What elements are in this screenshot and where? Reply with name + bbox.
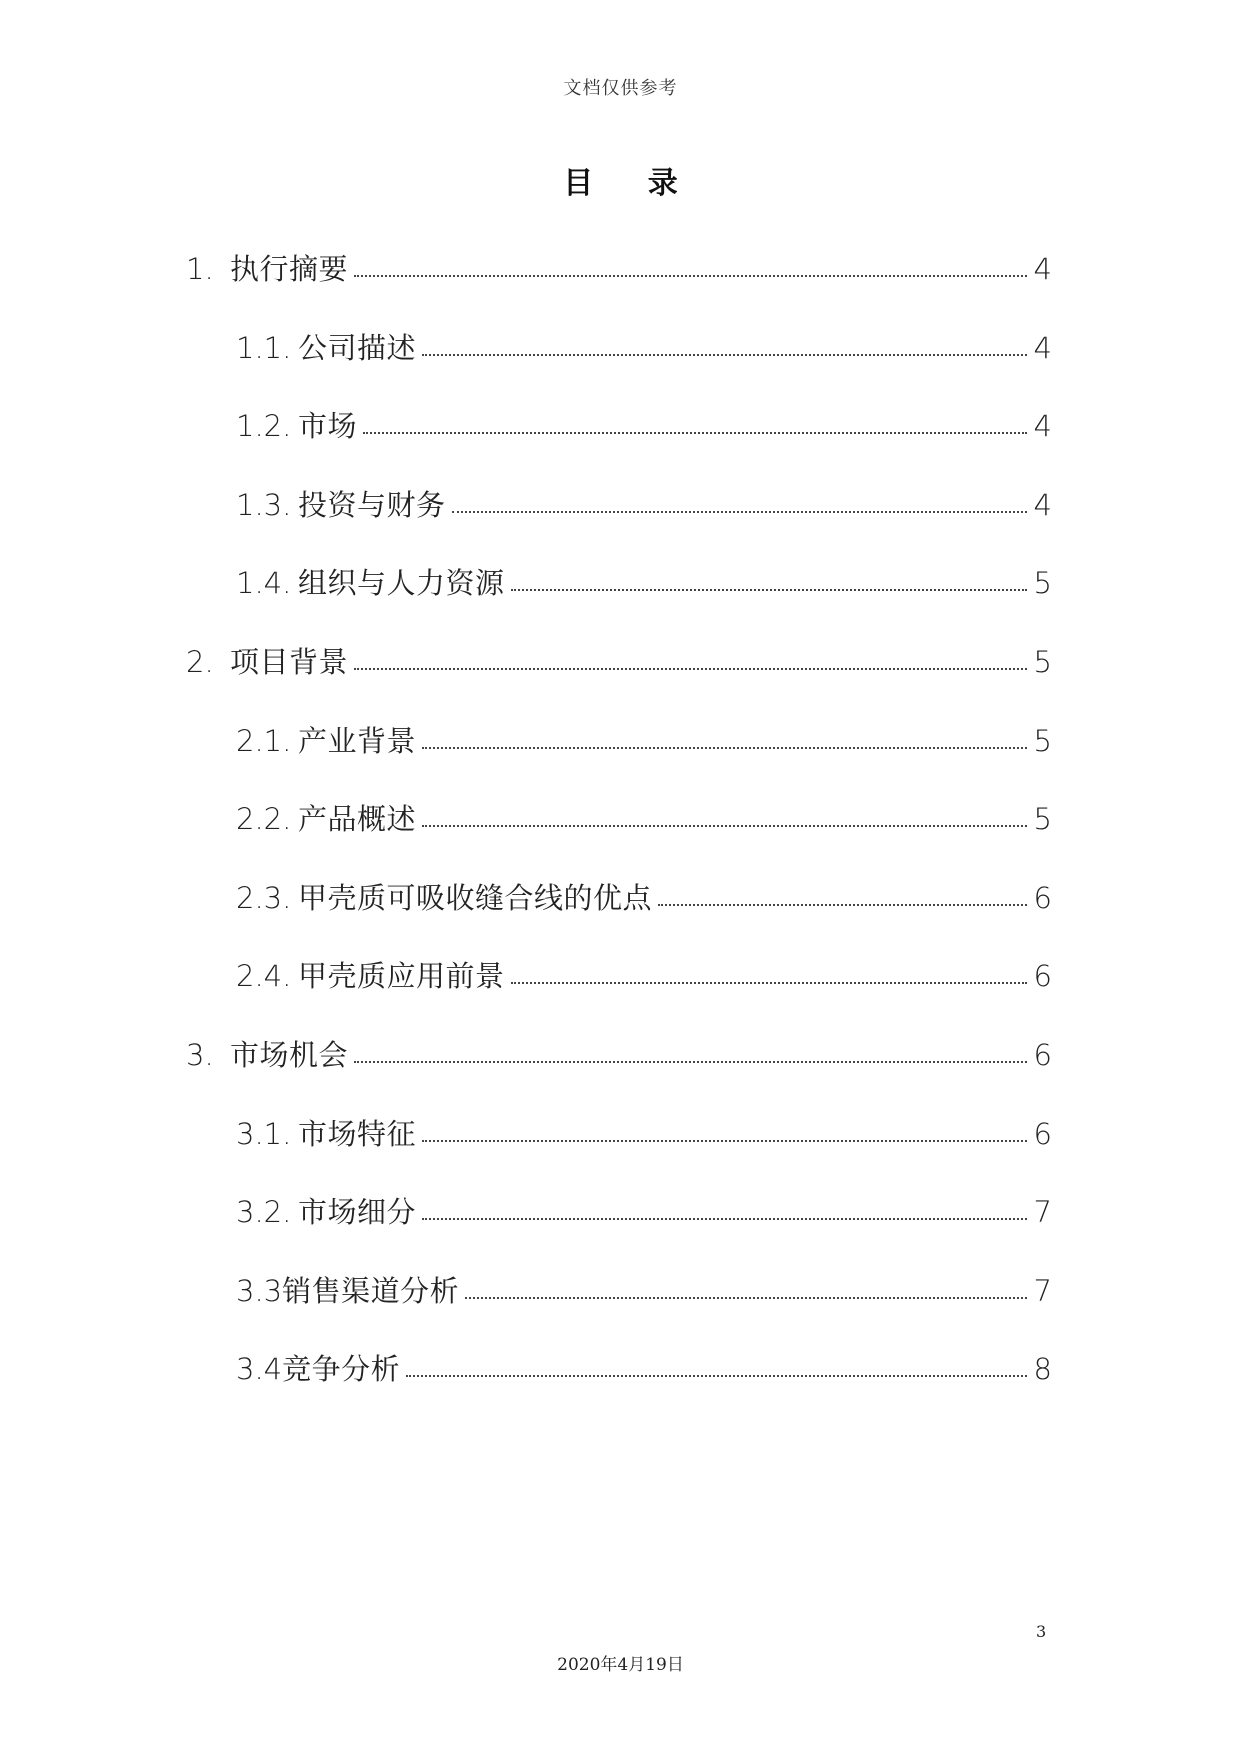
toc-entry-page: 6 (1033, 881, 1052, 915)
toc-dot-leader (422, 825, 1027, 827)
toc-entry-label: 产业背景 (298, 724, 417, 758)
toc-entry[interactable] (0, 712, 1241, 756)
toc-dot-leader (354, 668, 1027, 670)
toc-entry[interactable] (0, 240, 1241, 284)
toc-entry[interactable] (0, 1026, 1241, 1070)
toc-entry[interactable] (0, 1183, 1241, 1227)
toc-entry-label: 投资与财务 (298, 488, 446, 522)
toc-entry[interactable] (0, 869, 1241, 913)
toc-entry-number: 1.1. (236, 331, 292, 365)
toc-entry[interactable] (0, 790, 1241, 834)
toc-entry-label: 市场特征 (298, 1117, 417, 1151)
toc-entry-page: 6 (1033, 1038, 1052, 1072)
toc-entry-number: 2.1. (236, 724, 292, 758)
toc-entry[interactable] (0, 554, 1241, 598)
toc-dot-leader (354, 1061, 1027, 1063)
toc-dot-leader (452, 511, 1027, 513)
toc-dot-leader (354, 275, 1027, 277)
toc-dot-leader (422, 1218, 1027, 1220)
toc-entry-page: 5 (1033, 802, 1052, 836)
toc-dot-leader (422, 1140, 1027, 1142)
toc-entry-label: 执行摘要 (230, 252, 349, 286)
toc-entry-page: 7 (1033, 1195, 1052, 1229)
toc-entry-number: 1. (186, 252, 214, 286)
toc-entry-label: 产品概述 (298, 802, 417, 836)
toc-entry-label: 销售渠道分析 (282, 1274, 460, 1308)
toc-entry-page: 7 (1033, 1274, 1052, 1308)
toc-entry-number: 1.4. (236, 566, 292, 600)
toc-entry[interactable] (0, 319, 1241, 363)
toc-entry-number: 2.4. (236, 959, 292, 993)
toc-entry-number: 3.3 (236, 1274, 283, 1308)
toc-entry[interactable] (0, 1340, 1241, 1384)
toc-entry-page: 4 (1033, 331, 1052, 365)
toc-entry-page: 4 (1033, 252, 1052, 286)
toc-dot-leader (422, 747, 1027, 749)
toc-entry-label: 甲壳质应用前景 (298, 959, 505, 993)
toc-entry-number: 3.1. (236, 1117, 292, 1151)
page-number: 3 (1036, 1622, 1047, 1641)
toc-entry-page: 5 (1033, 645, 1052, 679)
toc-entry-page: 6 (1033, 959, 1052, 993)
toc-title: 目 录 (563, 166, 700, 201)
toc-entry-label: 组织与人力资源 (298, 566, 505, 600)
toc-entry[interactable] (0, 947, 1241, 991)
toc-entry-label: 竞争分析 (282, 1352, 401, 1386)
toc-entry-label: 公司描述 (298, 331, 417, 365)
toc-dot-leader (658, 904, 1027, 906)
toc-entry-label: 市场细分 (298, 1195, 417, 1229)
toc-entry-number: 2.3. (236, 881, 292, 915)
toc-entry-page: 4 (1033, 409, 1052, 443)
toc-entry-page: 8 (1033, 1352, 1052, 1386)
toc-entry[interactable] (0, 476, 1241, 520)
toc-entry-page: 5 (1033, 566, 1052, 600)
toc-entry-label: 市场 (298, 409, 358, 443)
toc-entry-number: 3.2. (236, 1195, 292, 1229)
toc-entry-number: 2.2. (236, 802, 292, 836)
toc-entry-page: 6 (1033, 1117, 1052, 1151)
toc-entry[interactable] (0, 397, 1241, 441)
toc-entry-number: 3. (186, 1038, 214, 1072)
toc-entry-number: 3.4 (236, 1352, 283, 1386)
toc-dot-leader (406, 1375, 1027, 1377)
toc-dot-leader (511, 982, 1027, 984)
toc-entry[interactable] (0, 1105, 1241, 1149)
toc-entry-number: 1.3. (236, 488, 292, 522)
header-note: 文档仅供参考 (563, 78, 678, 99)
toc-dot-leader (511, 589, 1027, 591)
toc-entry-page: 4 (1033, 488, 1052, 522)
toc-entry-number: 1.2. (236, 409, 292, 443)
toc-entry-label: 项目背景 (230, 645, 349, 679)
toc-dot-leader (422, 354, 1027, 356)
toc-entry[interactable] (0, 1262, 1241, 1306)
toc-entry[interactable] (0, 633, 1241, 677)
toc-entry-page: 5 (1033, 724, 1052, 758)
footer-date: 2020年4月19日 (557, 1655, 684, 1675)
toc-entry-label: 甲壳质可吸收缝合线的优点 (298, 881, 653, 915)
toc-entry-number: 2. (186, 645, 214, 679)
toc-dot-leader (363, 432, 1027, 434)
toc-entry-label: 市场机会 (230, 1038, 349, 1072)
toc-dot-leader (465, 1297, 1027, 1299)
